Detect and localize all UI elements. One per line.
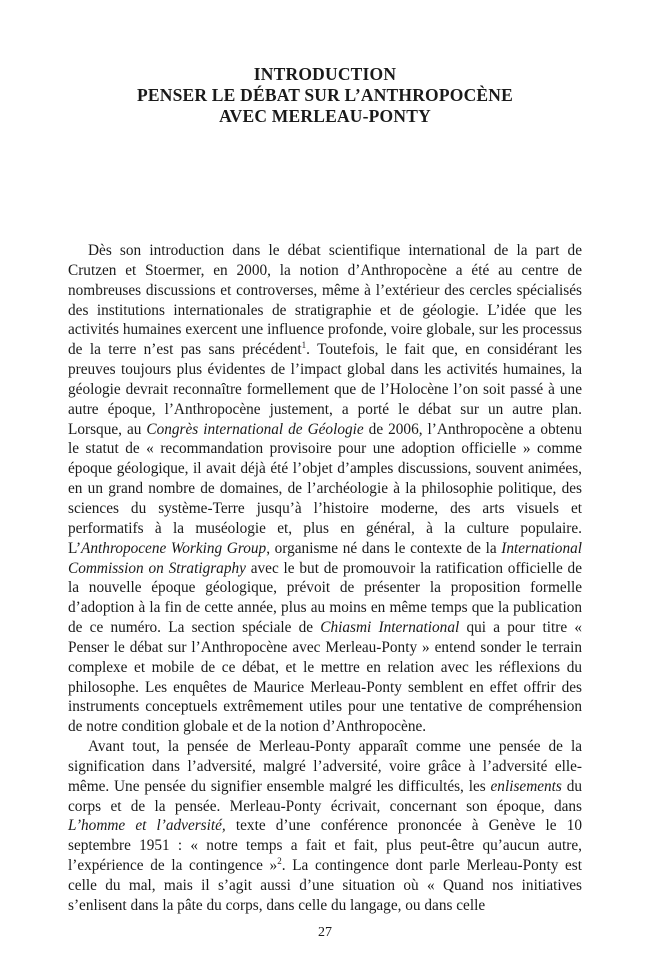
italic-text: Anthropocene Working Group [81,539,267,557]
paragraph [68,241,582,737]
italic-text: International Commission on Stratigraphy [68,539,582,577]
page-number: 27 [318,925,332,940]
chapter-title-line-1: INTRODUCTION [253,64,397,84]
text-run: du corps et de la pensée. Merleau-Ponty écrivait, concernant son époque, dans [68,777,583,815]
footnote-ref[interactable]: 1 [301,340,307,351]
footnote-ref[interactable]: 2 [277,856,282,867]
text-run: . La contingence dont parle Merleau-Ponty est celle du mal, mais il s’agit aussi d’une situation où « Quand nos initiatives s’enlisent dans la pâte du corps, dans celle du langage, ou dans celle [68,857,582,914]
chapter-title-line-3: AVEC MERLEAU-PONTY [219,106,431,126]
chapter-title [0,64,650,127]
text-run: Avant tout, la pensée de Merleau-Ponty apparaît comme une pensée de la signification dans l’adversité, malgré l’adversité, voire grâce à l’adversité elle-même. Une pensée du signifier ensemble malgré les difficultés, les [68,738,582,795]
italic-text: L’homme et l’adversité, [68,817,226,835]
italic-text: Congrès international de Géologie [146,420,364,438]
italic-text: enlisements [490,777,562,795]
text-run: avec le but de promouvoir la ratification officielle de la nouvelle époque géologique, prévoit de présenter la proposition formelle d’adoption à la fin de cette année, plus au moins en même temps que la publication de ce numéro. La section spéciale de [68,559,582,637]
chapter-title-line-2: PENSER LE DÉBAT SUR L’ANTHROPOCÈNE [136,85,513,105]
text-run: de 2006, l’Anthropocène a obtenu le statut de « recommandation provisoire pour une adoption officielle » comme époque géologique, il avait déjà été l’objet d’amples discussions, souvent animées, en un grand nombre de domaines, de l’archéologie à la philosophie politique, des sciences du système-Terre jusqu’à l’histoire moderne, des arts visuels et performatifs à la muséologie et, plus en général, à la culture populaire. L’ [68,420,582,557]
paragraph [68,737,582,916]
text-run: , organisme né dans le contexte de la [266,539,502,557]
text-run: Dès son introduction dans le débat scientifique international de la part de Crutzen et Stoermer, en 2000, la notion d’Anthropocène a été au centre de nombreuses discussions et controverses, même à l’extérieur des cercles spécialisés des institutions internationales de stratigraphie et de géologie. L’idée que les activités humaines exercent une influence profonde, voire globale, sur les processus de la terre n’est pas sans précédent [68,242,582,359]
text-run: . Toutefois, le fait que, en considérant les preuves toujours plus évidentes de l’impact global dans les activités humaines, la géologie devrait reconnaître formellement que de l’Holocène l’on soit passé à une autre époque, l’Anthropocène justement, a porté le débat sur un autre plan. Lorsque, au [68,341,582,438]
body-text [68,241,582,916]
italic-text: Chiasmi International [320,619,460,637]
text-run: texte d’une conférence prononcée à Genève le 10 septembre 1951 : « notre temps a fait et fait, plus peut-être qu’aucun autre, l’expérience de la contingence » [68,817,582,875]
text-run: qui a pour titre « Penser le débat sur l’Anthropocène avec Merleau-Ponty » entend sonder le terrain complexe et mobile de ce débat, et le mettre en relation avec les réflexions du philosophe. Les enquêtes de Maurice Merleau-Ponty semblent en effet offrir des instruments conceptuels extrêmement utiles pour une tentative de compréhension de notre condition globale et de la notion d’Anthropocène. [68,619,582,736]
